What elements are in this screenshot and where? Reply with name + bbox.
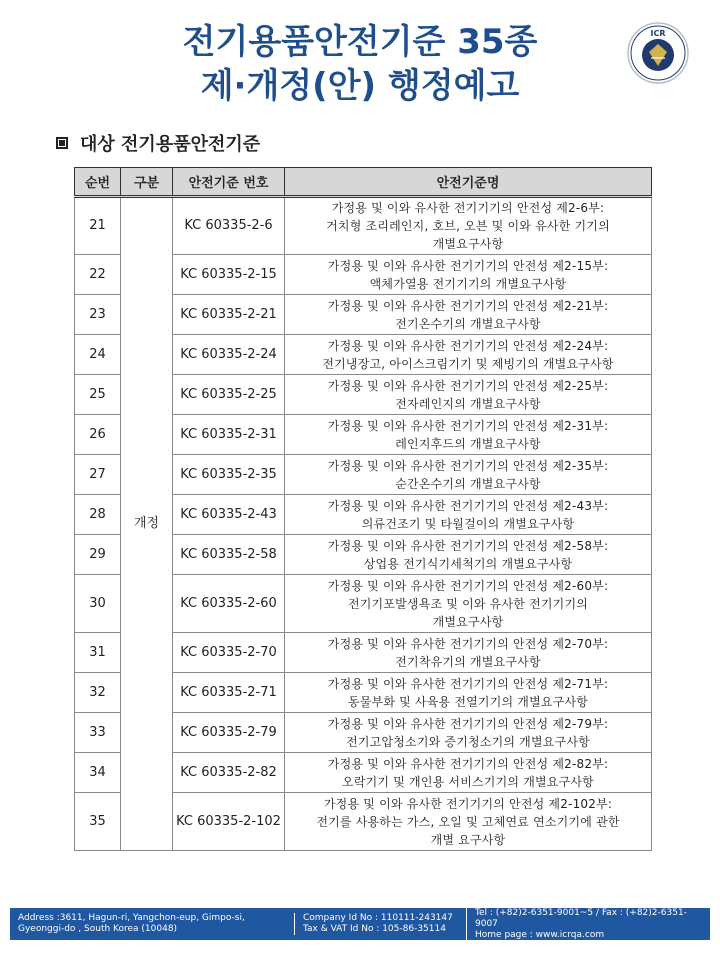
section-heading xyxy=(56,130,260,156)
title-line-2: 제·개정(안) 행정예고 xyxy=(200,66,520,106)
standard-title-line: 가정용 및 이와 유사한 전기기기의 안전성 제2-79부: xyxy=(327,716,609,731)
standard-code: KC 60335-2-58 xyxy=(173,535,285,575)
standard-code: KC 60335-2-102 xyxy=(173,793,285,851)
row-number: 21 xyxy=(75,197,121,255)
col-header-category: 구분 xyxy=(121,168,173,197)
standard-title-line: 가정용 및 이와 유사한 전기기기의 안전성 제2-15부: xyxy=(327,258,609,273)
standard-title xyxy=(285,753,652,793)
standard-title xyxy=(285,295,652,335)
standard-code: KC 60335-2-71 xyxy=(173,673,285,713)
footer-contact xyxy=(466,908,710,941)
standard-title-line: 전기를 사용하는 가스, 오일 및 고체연료 연소기기에 관한 xyxy=(316,814,620,829)
standard-title xyxy=(285,197,652,255)
standard-title xyxy=(285,535,652,575)
title-line-1: 전기용품안전기준 35종 xyxy=(182,22,538,62)
standard-code: KC 60335-2-43 xyxy=(173,495,285,535)
standard-title xyxy=(285,673,652,713)
standard-code: KC 60335-2-21 xyxy=(173,295,285,335)
category-cell: 개정 xyxy=(121,197,173,851)
standards-table xyxy=(74,167,652,851)
standard-title-line: 상업용 전기식기세척기의 개별요구사항 xyxy=(363,556,573,571)
standard-title-line: 전기고압청소기와 증기청소기의 개별요구사항 xyxy=(346,734,590,749)
standard-title-line: 전자레인지의 개별요구사항 xyxy=(395,396,541,411)
company-id: Company Id No : 110111-243147 xyxy=(303,913,453,923)
row-number: 29 xyxy=(75,535,121,575)
standard-title-line: 가정용 및 이와 유사한 전기기기의 안전성 제2-102부: xyxy=(323,796,613,811)
vat-id: Tax & VAT Id No : 105-86-35114 xyxy=(303,924,446,934)
standard-title-line: 가정용 및 이와 유사한 전기기기의 안전성 제2-21부: xyxy=(327,298,609,313)
standard-code: KC 60335-2-60 xyxy=(173,575,285,633)
standard-title xyxy=(285,455,652,495)
square-bullet-icon xyxy=(56,137,68,149)
standard-title-line: 개별요구사항 xyxy=(432,237,504,251)
standard-code: KC 60335-2-79 xyxy=(173,713,285,753)
standard-title xyxy=(285,793,652,851)
row-number: 22 xyxy=(75,255,121,295)
standard-title xyxy=(285,255,652,295)
standard-title-line: 가정용 및 이와 유사한 전기기기의 안전성 제2-58부: xyxy=(327,538,609,553)
standard-title-line: 가정용 및 이와 유사한 전기기기의 안전성 제2-82부: xyxy=(327,756,609,771)
standard-title xyxy=(285,335,652,375)
row-number: 28 xyxy=(75,495,121,535)
standard-title-line: 가정용 및 이와 유사한 전기기기의 안전성 제2-31부: xyxy=(327,418,609,433)
icr-logo xyxy=(627,22,689,84)
standard-title-line: 레인지후드의 개별요구사항 xyxy=(395,436,541,451)
standard-code: KC 60335-2-70 xyxy=(173,633,285,673)
standard-title-line: 거치형 조리레인지, 호브, 오븐 및 이와 유사한 기기의 xyxy=(326,219,610,233)
row-number: 23 xyxy=(75,295,121,335)
standard-title-line: 가정용 및 이와 유사한 전기기기의 안전성 제2-43부: xyxy=(327,498,609,513)
svg-text:ICR: ICR xyxy=(650,29,666,38)
standard-title-line: 전기착유기의 개별요구사항 xyxy=(395,654,541,669)
row-number: 26 xyxy=(75,415,121,455)
standard-title xyxy=(285,375,652,415)
standard-title-line: 가정용 및 이와 유사한 전기기기의 안전성 제2-6부: xyxy=(331,201,605,215)
row-number: 25 xyxy=(75,375,121,415)
standard-code: KC 60335-2-24 xyxy=(173,335,285,375)
standard-code: KC 60335-2-6 xyxy=(173,197,285,255)
standard-title xyxy=(285,713,652,753)
standard-title-line: 전기냉장고, 아이스크림기기 및 제빙기의 개별요구사항 xyxy=(322,356,614,371)
standard-title-line: 가정용 및 이와 유사한 전기기기의 안전성 제2-70부: xyxy=(327,636,609,651)
standard-title xyxy=(285,495,652,535)
standard-code: KC 60335-2-15 xyxy=(173,255,285,295)
standard-title-line: 가정용 및 이와 유사한 전기기기의 안전성 제2-35부: xyxy=(327,458,609,473)
col-header-title: 안전기준명 xyxy=(285,168,652,197)
standard-code: KC 60335-2-82 xyxy=(173,753,285,793)
standard-title-line: 가정용 및 이와 유사한 전기기기의 안전성 제2-25부: xyxy=(327,378,609,393)
table-header-row xyxy=(75,168,652,197)
standard-title xyxy=(285,415,652,455)
row-number: 27 xyxy=(75,455,121,495)
row-number: 24 xyxy=(75,335,121,375)
standard-code: KC 60335-2-35 xyxy=(173,455,285,495)
standard-title-line: 순간온수기의 개별요구사항 xyxy=(395,476,541,491)
footer-address xyxy=(10,913,294,935)
row-number: 31 xyxy=(75,633,121,673)
standard-code: KC 60335-2-31 xyxy=(173,415,285,455)
standard-title-line: 개별 요구사항 xyxy=(430,832,506,847)
standard-title xyxy=(285,633,652,673)
row-number: 30 xyxy=(75,575,121,633)
standard-title-line: 가정용 및 이와 유사한 전기기기의 안전성 제2-60부: xyxy=(327,578,609,593)
standard-code: KC 60335-2-25 xyxy=(173,375,285,415)
row-number: 32 xyxy=(75,673,121,713)
standard-title-line: 의류건조기 및 타월걸이의 개별요구사항 xyxy=(361,516,575,531)
col-header-no: 순번 xyxy=(75,168,121,197)
footer-bar xyxy=(10,908,710,940)
standard-title-line: 오락기기 및 개인용 서비스기기의 개별요구사항 xyxy=(342,774,594,789)
page-title xyxy=(0,20,720,108)
section-label: 대상 전기용품안전기준 xyxy=(80,134,261,155)
address-line-2: Gyeonggi-do , South Korea (10048) xyxy=(18,924,178,934)
standard-title-line: 개별요구사항 xyxy=(432,614,504,629)
standard-title-line: 전기온수기의 개별요구사항 xyxy=(395,316,541,331)
row-number: 35 xyxy=(75,793,121,851)
standard-title-line: 전기기포발생욕조 및 이와 유사한 전기기기의 xyxy=(347,596,589,611)
tel-fax: Tel : (+82)2-6351-9001~5 / Fax : (+82)2-6351-9007 xyxy=(475,907,687,929)
footer-ids xyxy=(294,913,466,935)
row-number: 34 xyxy=(75,753,121,793)
standard-title xyxy=(285,575,652,633)
standard-title-line: 액체가열용 전기기기의 개별요구사항 xyxy=(369,276,567,291)
col-header-code: 안전기준 번호 xyxy=(173,168,285,197)
address-line-1: Address :3611, Hagun-ri, Yangchon-eup, Gimpo-si, xyxy=(18,913,245,923)
standard-title-line: 가정용 및 이와 유사한 전기기기의 안전성 제2-24부: xyxy=(327,338,609,353)
table-row xyxy=(75,197,652,255)
row-number: 33 xyxy=(75,713,121,753)
standard-title-line: 가정용 및 이와 유사한 전기기기의 안전성 제2-71부: xyxy=(327,676,609,691)
standard-title-line: 동물부화 및 사육용 전열기기의 개별요구사항 xyxy=(347,694,589,709)
homepage-link[interactable]: Home page : www.icrqa.com xyxy=(475,929,605,940)
